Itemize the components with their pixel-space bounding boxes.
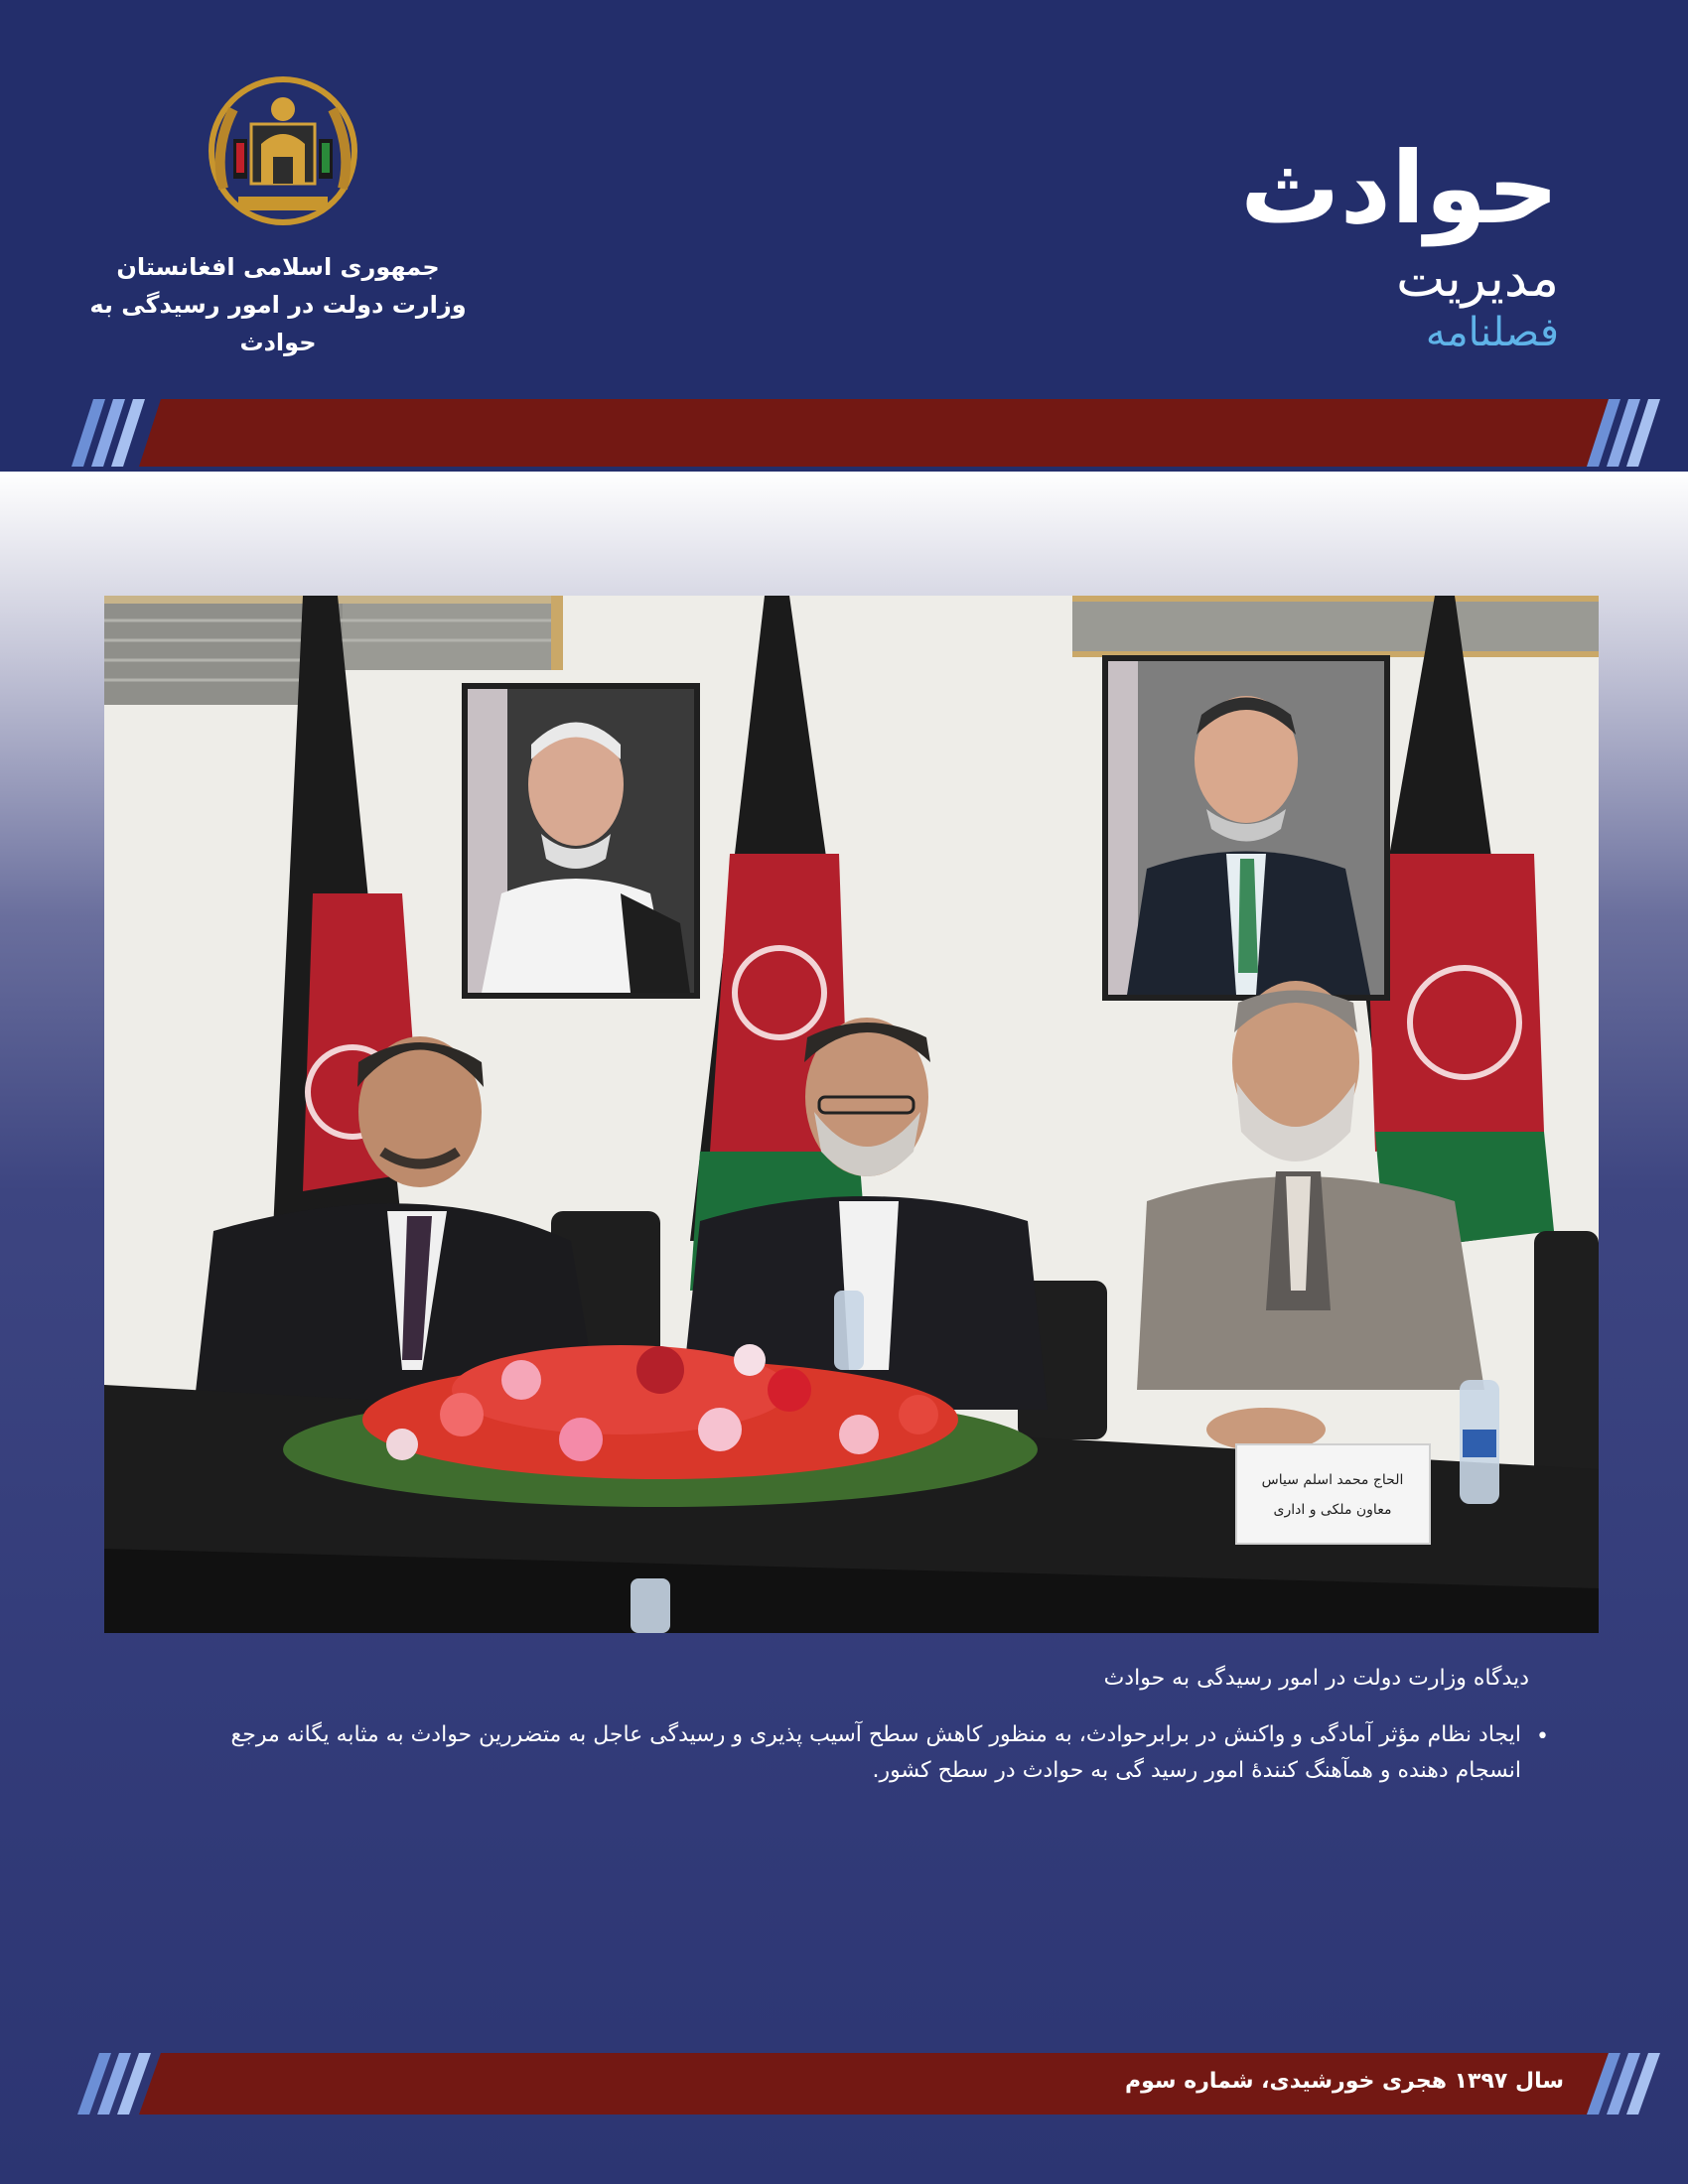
right-stripes-top — [1587, 399, 1676, 467]
right-stripes-bottom — [1587, 2053, 1676, 2115]
photo-caption-heading: دیدگاه وزارت دولت در امور رسیدگی به حوادث — [1103, 1666, 1529, 1691]
vision-bullet — [141, 1717, 1549, 1789]
top-band — [139, 399, 1609, 467]
bullet-line-1: ایجاد نظام مؤثر آمادگی و واکنش در برابرحوادث، به منظور کاهش سطح آسیب پذیری و رسیدگی عاجل به متضررین حوادث به مثابه یگانه مرجع — [230, 1722, 1521, 1747]
afghanistan-emblem-icon — [204, 69, 362, 228]
title-sub: مدیریت — [1396, 249, 1559, 309]
issue-info: سال ۱۳۹۷ هجری خورشیدی، شماره سوم — [1125, 2069, 1564, 2094]
nameplate-line-1: الحاج محمد اسلم سیاس — [1261, 1472, 1404, 1488]
meeting-photo — [104, 596, 1599, 1633]
bullet-line-2: انسجام دهنده و همآهنگ کنندۀ امور رسید گی به حوادث در سطح کشور. — [872, 1758, 1521, 1783]
bullet-icon: • — [1536, 1724, 1549, 1749]
title-quarterly: فصلنامه — [1425, 310, 1559, 355]
gov-line-2: وزارت دولت در امور رسیدگی به حوادث — [89, 291, 467, 356]
nameplate-line-2: معاون ملکی و اداری — [1273, 1502, 1392, 1518]
meeting-photo-illustration — [104, 596, 1599, 1633]
title-main: حوادث — [1240, 130, 1559, 246]
gov-line-1: جمهوری اسلامی افغانستان — [116, 253, 440, 281]
government-name — [60, 248, 496, 361]
